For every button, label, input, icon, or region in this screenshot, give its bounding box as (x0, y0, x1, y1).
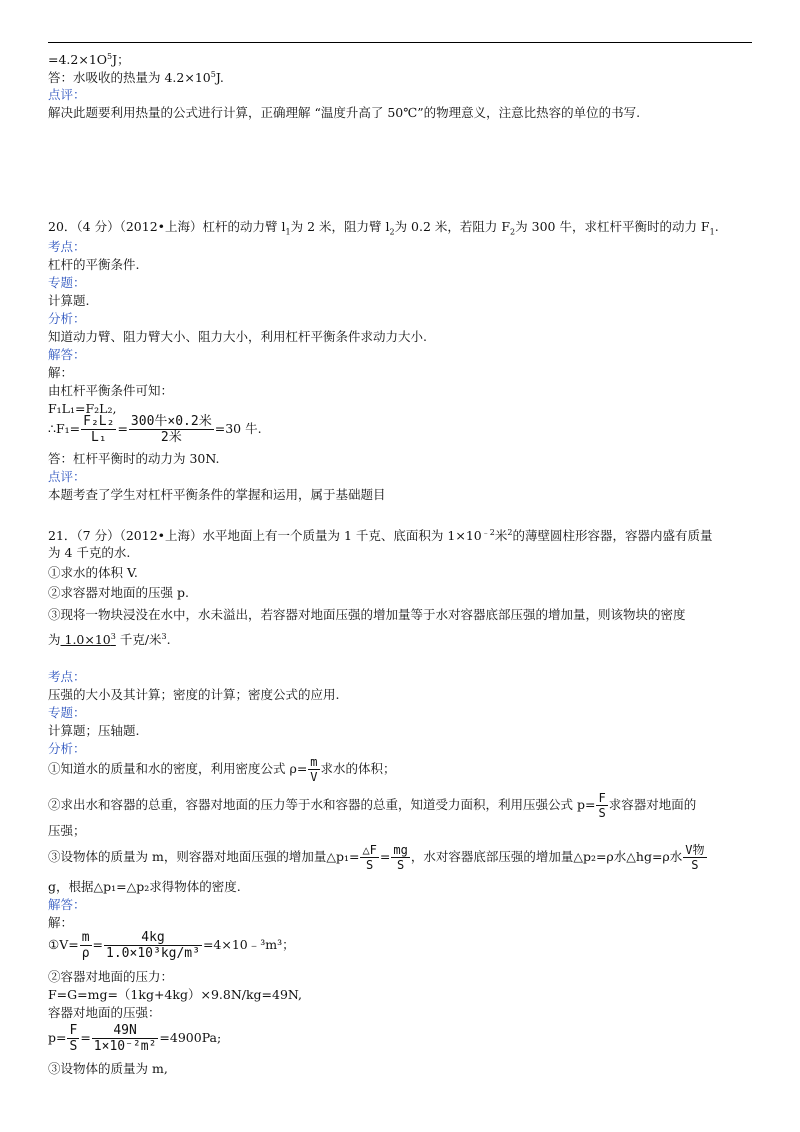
q21-sol1-frac-b: $\frac{4kg}{\text{1.0×10³kg/m³}}$ (106, 930, 200, 961)
q21-sol-4: 容器对地面的压强： (48, 1005, 161, 1020)
q20-fenxi-label: 分析： (48, 311, 86, 326)
q20-sol3: ∴F₁= $\frac{\text{F₂L₂}}{\text{L₁}}$ = $\frac{\text{300牛×0.2米}}{\text{2米}}$ =30 牛. (48, 414, 262, 445)
q20-kaodian-label: 考点： (48, 239, 86, 254)
q21-fenxi-3b: g，根据△p₁=△p₂求得物体的密度. (48, 879, 241, 894)
q21-sol-5: p= $\frac{F}{S}$ = $\frac{49N}{\text{1×10⁻²m²}}$ =4900Pa; (48, 1023, 222, 1054)
prev-comment-text: 解决此题要利用热量的公式进行计算，正确理解 “温度升高了 50℃”的物理意义，注意比热容的单位的书写. (48, 105, 641, 120)
q20-fenxi: 知道动力臂、阻力臂大小、阻力大小，利用杠杆平衡条件求动力大小. (48, 329, 427, 344)
q20-sol1: 由杠杆平衡条件可知： (48, 383, 174, 398)
q21-pressure-frac: $\frac{F}{S}$ (598, 791, 606, 820)
q21-sol-1: ①V= $\frac{m}{\rho}$ = $\frac{4kg}{\text{1.0×10³kg/m³}}$ =4×10﹣³m³； (48, 930, 295, 961)
q21-part-1: ①求水的体积 V. (48, 565, 138, 580)
q21-kaodian-label: 考点： (48, 669, 86, 684)
q21-sol-2: ②容器对地面的压力： (48, 969, 174, 984)
q21-sol5-frac-b: $\frac{49N}{\text{1×10⁻²m²}}$ (93, 1023, 157, 1054)
q21-kaodian: 压强的大小及其计算；密度的计算；密度公式的应用. (48, 687, 340, 702)
q20-jieda-label: 解答： (48, 347, 86, 362)
q21-sol1-frac-a: $\frac{m}{\rho}$ (81, 930, 90, 961)
q21-jie: 解： (48, 915, 74, 930)
q21-heading-2: 为 4 千克的水. (48, 545, 131, 560)
q21-zhuanti: 计算题；压轴题. (48, 723, 140, 738)
q20-kaodian: 杠杆的平衡条件. (48, 257, 140, 272)
q20-sol2: F₁L₁=F₂L₂, (48, 401, 117, 416)
q21-sol5-frac-a: $\frac{F}{S}$ (69, 1023, 78, 1054)
q21-jieda-label: 解答： (48, 897, 86, 912)
q20-frac-1: $\frac{\text{F₂L₂}}{\text{L₁}}$ (83, 414, 115, 445)
prev-calc-line: $=4.2\times 1O^5J$； (48, 52, 130, 68)
q21-fenxi-label: 分析： (48, 741, 86, 756)
q21-dp2-frac: $\frac{\text{V物}}{S}$ (685, 843, 705, 872)
q20-zhuanti-label: 专题： (48, 275, 86, 290)
q20-heading: 20．（4 分）（2012•上海）杠杆的动力臂 $l_1$为 2 米，阻力臂 $l_2$为 0.2 米，若阻力 $F_2$为 300 牛，求杠杆平衡时的动力 $F_1$. (48, 219, 719, 237)
header-rule (48, 42, 752, 43)
q21-dp1-frac-b: $\frac{mg}{S}$ (393, 843, 408, 872)
q20-answer: 答：杠杆平衡时的动力为 30N. (48, 451, 220, 466)
q20-frac-2: $\frac{\text{300牛×0.2米}}{\text{2米}}$ (130, 414, 212, 445)
q20-dianping: 本题考查了学生对杠杆平衡条件的掌握和运用，属于基础题目 (48, 487, 386, 502)
q20-jie: 解： (48, 365, 74, 380)
q21-sol-3: F=G=mg=（1kg+4kg）×9.8N/kg=49N, (48, 987, 303, 1002)
q21-fenxi-2: ②求出水和容器的总重，容器对地面的压力等于水和容器的总重，知道受力面积，利用压强公式 p= $\frac{F}{S}$ 求容器对地面的 (48, 791, 697, 820)
q21-part-3b: 为 $1.0\times 10^3$ 千克/米$^3$. (48, 632, 171, 648)
q21-fenxi-1: ①知道水的质量和水的密度，利用密度公式 ρ= $\frac{m}{V}$ 求水的体积； (48, 755, 396, 784)
q21-dp1-frac-a: $\frac{\triangle F}{S}$ (362, 843, 377, 872)
q21-part-2: ②求容器对地面的压强 p. (48, 585, 189, 600)
q21-fenxi-3: ③设物体的质量为 m，则容器对地面压强的增加量△p₁= $\frac{\triangle F}{S}$ = $\frac{mg}{S}$ ，水对容器底部压强的增加量△p₂=ρ水△hg=ρ水 $\frac{\text{V物}}{S}$ (48, 843, 705, 872)
q21-fenxi-2b: 压强； (48, 823, 86, 838)
q21-density-frac: $\frac{m}{V}$ (310, 755, 318, 784)
q21-sol-6: ③设物体的质量为 m, (48, 1061, 168, 1076)
q20-dianping-label: 点评： (48, 469, 86, 484)
q21-part-3a: ③现将一物块浸没在水中，水未溢出，若容器对地面压强的增加量等于水对容器底部压强的增加量，则该物块的密度 (48, 607, 686, 622)
prev-comment-label: 点评： (48, 87, 86, 102)
q20-zhuanti: 计算题. (48, 293, 90, 308)
q21-heading-1: 21．（7 分）（2012•上海）水平地面上有一个质量为 1 千克、底面积为 $1\times 10^{﹣2}$米$^2$的薄壁圆柱形容器，容器内盛有质量 (48, 528, 713, 544)
q21-zhuanti-label: 专题： (48, 705, 86, 720)
prev-answer-line: 答：水吸收的热量为 $4.2\times 10^5J$. (48, 70, 224, 86)
